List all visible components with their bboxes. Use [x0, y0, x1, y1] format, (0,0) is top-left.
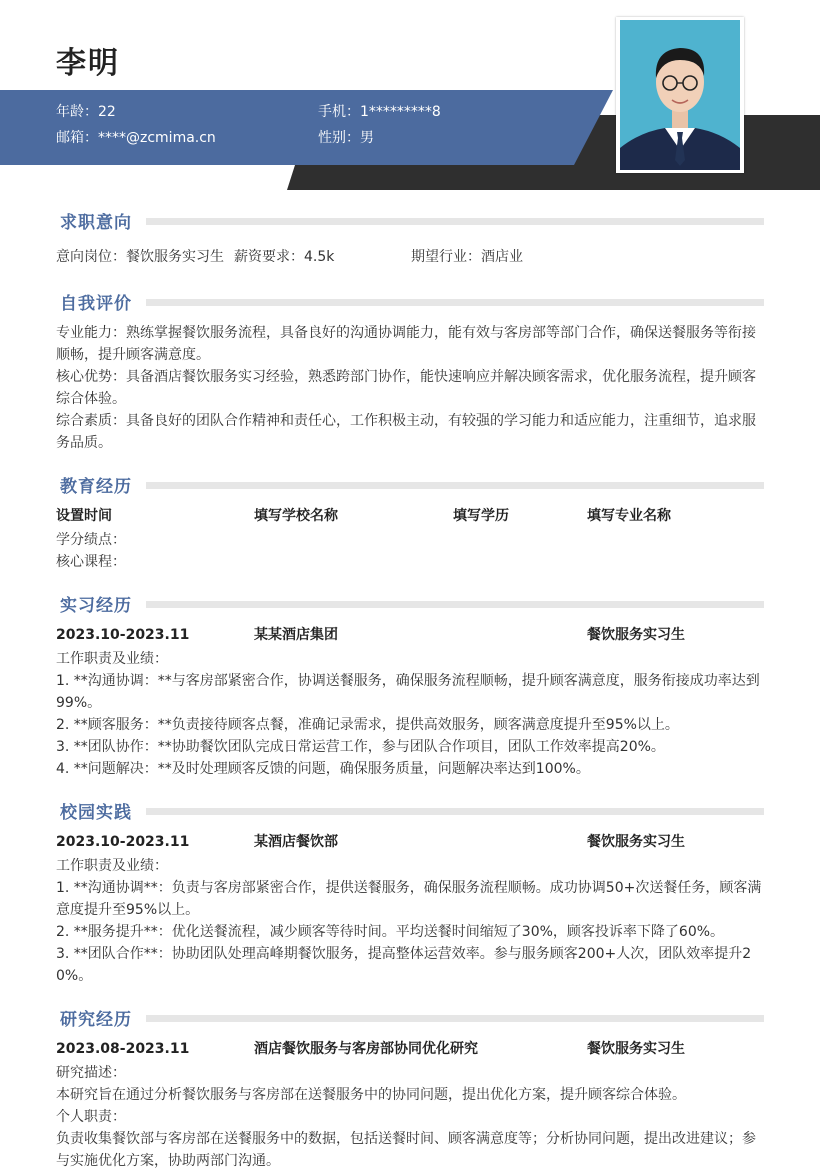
section-title: 研究经历	[60, 1010, 132, 1030]
education-time: 设置时间	[56, 508, 112, 524]
section-title: 教育经历	[60, 477, 132, 497]
section-self-evaluation	[56, 289, 764, 313]
self-eval-paragraph: 综合素质：具备良好的团队合作精神和责任心，工作积极主动，有较强的学习能力和适应能力，注重细节，追求服务品质。	[56, 413, 756, 451]
email-field: 邮箱：****@zcmima.cn	[56, 130, 216, 146]
phone-field: 手机：1*********8	[318, 104, 441, 120]
campus-label: 工作职责及业绩：	[56, 858, 168, 874]
intention-salary: 薪资要求：4.5k	[234, 249, 335, 265]
internship-item: 2. **顾客服务：**负责接待顾客点餐，准确记录需求，提供高效服务，顾客满意度提升至95%以上。	[56, 717, 679, 733]
section-divider	[146, 299, 764, 306]
internship-item: 4. **问题解决：**及时处理顾客反馈的问题，确保服务质量，问题解决率达到100%。	[56, 761, 590, 777]
internship-label: 工作职责及业绩：	[56, 651, 168, 667]
self-eval-paragraph: 核心优势：具备酒店餐饮服务实习经验，熟悉跨部门协作，能快速响应并解决顾客需求，优化服务流程，提升顾客综合体验。	[56, 369, 756, 407]
research-desc-label: 研究描述：	[56, 1065, 126, 1081]
education-major: 填写专业名称	[587, 508, 671, 524]
section-title: 实习经历	[60, 596, 132, 616]
internship-item: 3. **团队协作：**协助餐饮团队完成日常运营工作，参与团队合作项目，团队工作效率提高20%。	[56, 739, 665, 755]
research-duty-label: 个人职责：	[56, 1109, 126, 1125]
campus-item: 1. **沟通协调**：负责与客房部紧密合作，提供送餐服务，确保服务流程顺畅。成功协调50+次送餐任务，顾客满意度提升至95%以上。	[56, 880, 762, 918]
section-divider	[146, 808, 764, 815]
section-research	[56, 1005, 764, 1029]
section-divider	[146, 218, 764, 225]
age-field: 年龄：22	[56, 104, 116, 120]
candidate-name: 李明	[56, 46, 120, 81]
section-divider	[146, 601, 764, 608]
section-title: 求职意向	[60, 213, 132, 233]
campus-item: 3. **团队合作**：协助团队处理高峰期餐饮服务，提高整体运营效率。参与服务顾客200+人次，团队效率提升20%。	[56, 946, 752, 984]
research-title: 酒店餐饮服务与客房部协同优化研究	[254, 1041, 478, 1057]
campus-role: 餐饮服务实习生	[587, 834, 685, 850]
intention-industry: 期望行业：酒店业	[411, 249, 523, 265]
section-education	[56, 472, 764, 496]
research-role: 餐饮服务实习生	[587, 1041, 685, 1057]
gender-field: 性别：男	[318, 130, 374, 146]
section-divider	[146, 482, 764, 489]
research-time: 2023.08-2023.11	[56, 1041, 190, 1057]
education-gpa: 学分绩点：	[56, 532, 126, 548]
self-eval-paragraph: 专业能力：熟练掌握餐饮服务流程，具备良好的沟通协调能力，能有效与客房部等部门合作，确保送餐服务等衔接顺畅，提升顾客满意度。	[56, 325, 756, 363]
section-divider	[146, 1015, 764, 1022]
research-duty: 负责收集餐饮部与客房部在送餐服务中的数据，包括送餐时间、顾客满意度等；分析协同问题，提出改进建议；参与实施优化方案，协助两部门沟通。	[56, 1131, 756, 1169]
education-courses: 核心课程：	[56, 554, 126, 570]
resume-header	[0, 0, 820, 200]
internship-item: 1. **沟通协调：**与客房部紧密合作，协调送餐服务，确保服务流程顺畅，提升顾客满意度，服务衔接成功率达到99%。	[56, 673, 760, 711]
section-campus	[56, 798, 764, 822]
campus-item: 2. **服务提升**：优化送餐流程，减少顾客等待时间。平均送餐时间缩短了30%，顾客投诉率下降了60%。	[56, 924, 725, 940]
section-title: 校园实践	[60, 803, 132, 823]
research-desc: 本研究旨在通过分析餐饮服务与客房部在送餐服务中的协同问题，提出优化方案，提升顾客综合体验。	[56, 1087, 686, 1103]
internship-org: 某某酒店集团	[254, 627, 338, 643]
portrait-image	[619, 20, 741, 170]
profile-photo	[616, 17, 744, 173]
intention-position: 意向岗位：餐饮服务实习生	[56, 249, 224, 265]
campus-time: 2023.10-2023.11	[56, 834, 190, 850]
campus-org: 某酒店餐饮部	[254, 834, 338, 850]
internship-time: 2023.10-2023.11	[56, 627, 190, 643]
section-internship	[56, 591, 764, 615]
education-degree: 填写学历	[453, 508, 509, 524]
section-title: 自我评价	[60, 294, 132, 314]
internship-role: 餐饮服务实习生	[587, 627, 685, 643]
section-intention	[56, 208, 764, 232]
education-school: 填写学校名称	[254, 508, 338, 524]
